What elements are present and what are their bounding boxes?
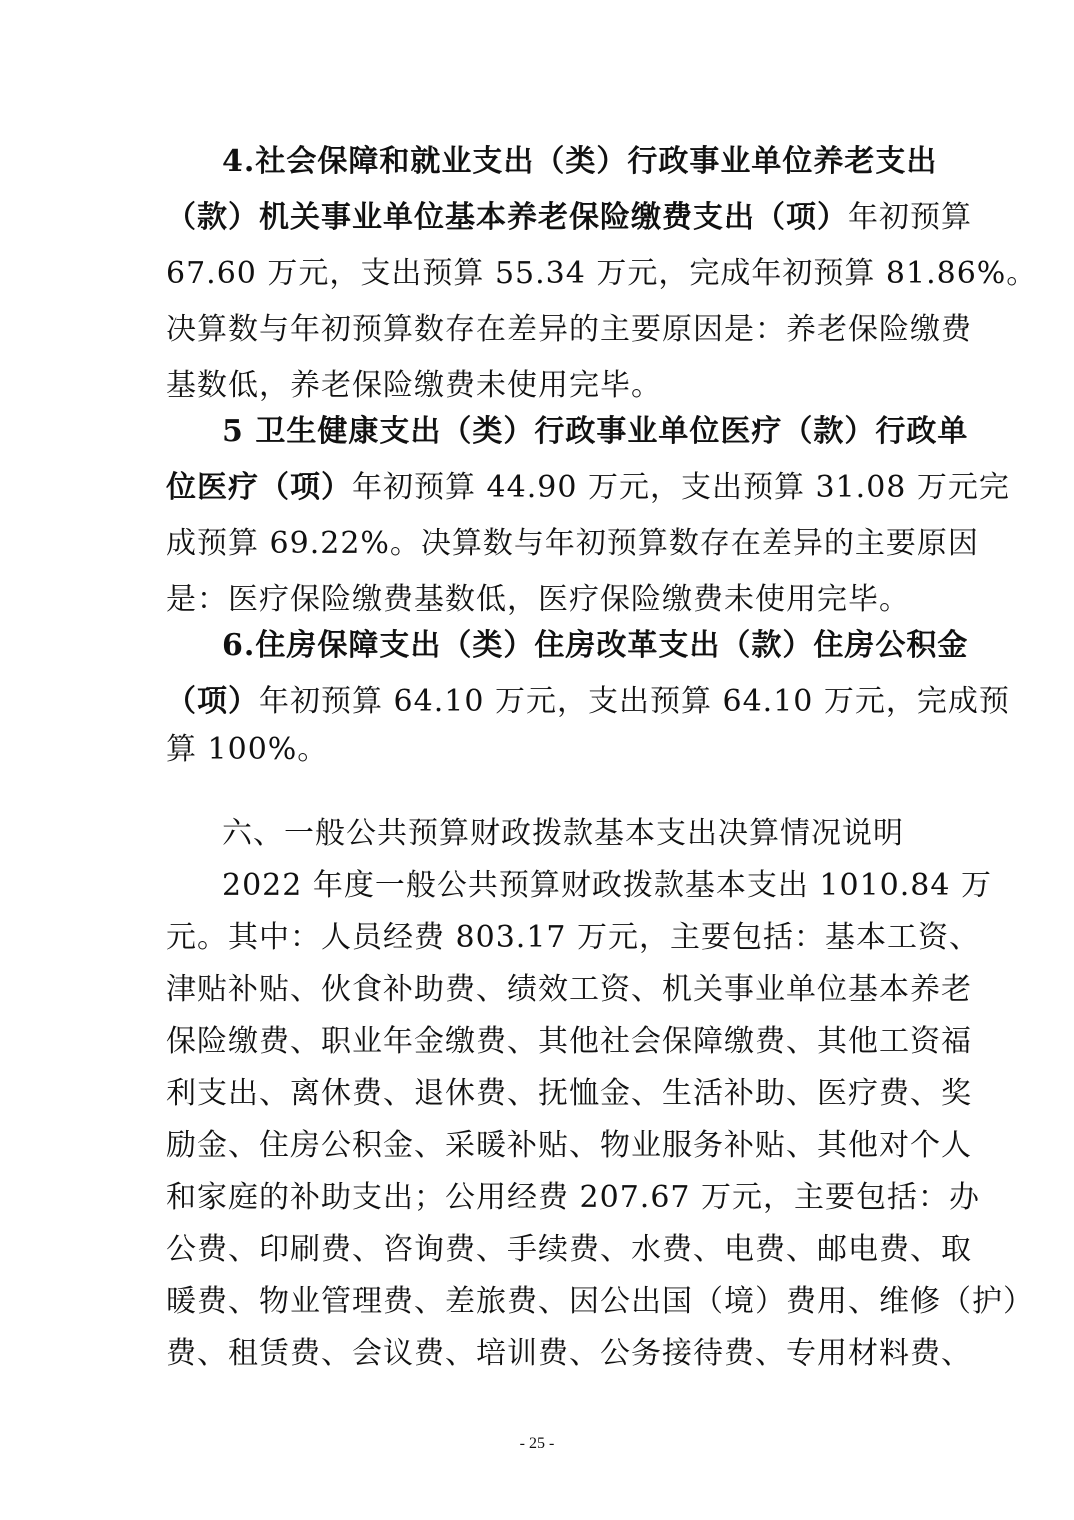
section4-line3: 67.60 万元，支出预算 55.34 万元，完成年初预算 81.86%。 (166, 256, 1038, 291)
section5-line1: 5 卫生健康支出（类）行政事业单位医疗（款）行政单 (222, 414, 969, 449)
section6-line2 (166, 682, 1010, 722)
section6-line3: 算 100%。 (166, 732, 329, 767)
section5-line4: 是：医疗保险缴费基数低，医疗保险缴费未使用完毕。 (166, 582, 910, 617)
body-line4: 保险缴费、职业年金缴费、其他社会保障缴费、其他工资福 (166, 1024, 972, 1059)
body-line10: 费、租赁费、会议费、培训费、公务接待费、专用材料费、 (166, 1336, 972, 1371)
body-line1: 2022 年度一般公共预算财政拨款基本支出 1010.84 万 (222, 868, 993, 903)
section5-line2-rest: 年初预算 44.90 万元，支出预算 31.08 万元完 (352, 470, 1010, 505)
body-line5: 利支出、离休费、退休费、抚恤金、生活补助、医疗费、奖 (166, 1076, 972, 1111)
body-line8: 公费、印刷费、咨询费、手续费、水费、电费、邮电费、取 (166, 1232, 972, 1267)
section4-line1: 4.社会保障和就业支出（类）行政事业单位养老支出 (222, 144, 938, 179)
section5-line3: 成预算 69.22%。决算数与年初预算数存在差异的主要原因 (166, 526, 979, 561)
body-line6: 励金、住房公积金、采暖补贴、物业服务补贴、其他对个人 (166, 1128, 972, 1163)
section4-line2-rest: 年初预算 (848, 200, 972, 235)
body-line7: 和家庭的补助支出；公用经费 207.67 万元，主要包括：办 (166, 1180, 981, 1215)
section6-line2-rest: 年初预算 64.10 万元，支出预算 64.10 万元，完成预 (259, 684, 1010, 719)
section4-line2 (166, 198, 972, 238)
section4-line4: 决算数与年初预算数存在差异的主要原因是：养老保险缴费 (166, 312, 972, 347)
body-line9: 暖费、物业管理费、差旅费、因公出国（境）费用、维修（护） (166, 1284, 1034, 1319)
body-line2: 元。其中：人员经费 803.17 万元，主要包括：基本工资、 (166, 920, 981, 955)
section6-line2-bold: （项） (166, 684, 259, 719)
body-line3: 津贴补贴、伙食补助费、绩效工资、机关事业单位基本养老 (166, 972, 972, 1007)
section4-line5: 基数低，养老保险缴费未使用完毕。 (166, 368, 662, 403)
section4-line2-bold: （款）机关事业单位基本养老保险缴费支出（项） (166, 200, 848, 235)
section-heading: 六、一般公共预算财政拨款基本支出决算情况说明 (222, 816, 904, 851)
section5-line2 (166, 468, 1010, 508)
page-number: - 25 - (519, 1435, 555, 1452)
section5-line2-bold: 位医疗（项） (166, 470, 352, 505)
section6-line1: 6.住房保障支出（类）住房改革支出（款）住房公积金 (222, 628, 969, 663)
